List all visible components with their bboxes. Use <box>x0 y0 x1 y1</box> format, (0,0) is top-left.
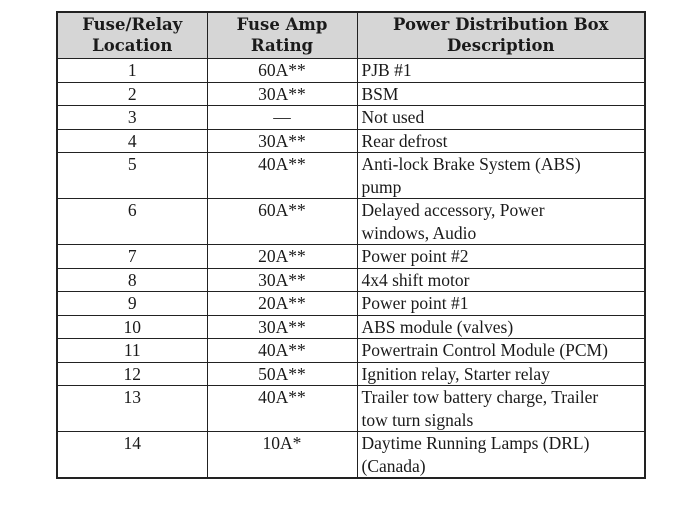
header-description <box>357 12 645 59</box>
table-row <box>57 59 645 83</box>
description-line: BSM <box>361 83 399 104</box>
location-cell: 11 <box>57 339 207 363</box>
location-cell: 10 <box>57 315 207 339</box>
table-row <box>57 106 645 130</box>
amp-cell: 20A** <box>207 292 357 316</box>
table-row <box>57 339 645 363</box>
location-cell: 3 <box>57 106 207 130</box>
location-cell: 7 <box>57 245 207 269</box>
table-row <box>57 199 645 245</box>
table-row <box>57 386 645 432</box>
description-line: windows, Audio <box>361 222 477 243</box>
description-line: Daytime Running Lamps (DRL) <box>361 433 590 453</box>
amp-cell: 30A** <box>207 315 357 339</box>
description-cell <box>357 339 645 363</box>
amp-cell: 10A* <box>207 432 357 479</box>
location-cell: 6 <box>57 199 207 245</box>
location-cell: 5 <box>57 153 207 199</box>
header-amp <box>207 12 357 59</box>
amp-cell: 40A** <box>207 339 357 363</box>
header-amp-line: Fuse Amp <box>236 15 328 34</box>
description-line: Power point #1 <box>361 293 469 313</box>
description-line: Powertrain Control Module (PCM) <box>361 340 608 360</box>
location-cell: 1 <box>57 59 207 83</box>
location-cell: 9 <box>57 292 207 316</box>
location-cell: 2 <box>57 82 207 106</box>
description-cell <box>357 292 645 316</box>
description-line: Rear defrost <box>361 130 448 151</box>
description-cell <box>357 245 645 269</box>
description-line: Not used <box>361 107 425 127</box>
table-row <box>57 315 645 339</box>
table-row <box>57 245 645 269</box>
description-cell <box>357 129 645 153</box>
location-cell: 13 <box>57 386 207 432</box>
table-row <box>57 432 645 479</box>
header-row <box>57 12 645 59</box>
amp-cell: 40A** <box>207 153 357 199</box>
amp-cell: 50A** <box>207 362 357 386</box>
description-line: Delayed accessory, Power <box>361 200 545 220</box>
amp-cell: 20A** <box>207 245 357 269</box>
description-line: Power point #2 <box>361 246 469 266</box>
fuse-table <box>56 11 646 479</box>
table-row <box>57 268 645 292</box>
description-line: Ignition relay, Starter relay <box>361 363 550 384</box>
description-cell <box>357 59 645 83</box>
description-cell <box>357 386 645 432</box>
description-line: ABS module (valves) <box>361 316 514 337</box>
table-header <box>57 12 645 59</box>
description-cell <box>357 268 645 292</box>
header-location-line: Fuse/Relay <box>82 15 183 34</box>
description-cell <box>357 82 645 106</box>
amp-cell: 30A** <box>207 129 357 153</box>
amp-cell: 60A** <box>207 59 357 83</box>
description-line: (Canada) <box>361 455 426 476</box>
description-cell <box>357 315 645 339</box>
amp-cell: 30A** <box>207 82 357 106</box>
location-cell: 14 <box>57 432 207 479</box>
description-line: Trailer tow battery charge, Trailer <box>361 387 599 407</box>
amp-cell: 30A** <box>207 268 357 292</box>
location-cell: 8 <box>57 268 207 292</box>
header-location <box>57 12 207 59</box>
description-line: pump <box>361 176 402 197</box>
location-cell: 12 <box>57 362 207 386</box>
table-row <box>57 129 645 153</box>
amp-cell: 60A** <box>207 199 357 245</box>
header-amp-line: Rating <box>250 36 314 55</box>
table-row <box>57 362 645 386</box>
description-cell <box>357 199 645 245</box>
amp-cell: 40A** <box>207 386 357 432</box>
description-cell <box>357 432 645 479</box>
header-description-line: Description <box>446 36 555 55</box>
header-location-line: Location <box>92 36 173 55</box>
description-cell <box>357 362 645 386</box>
description-line: 4x4 shift motor <box>361 269 470 290</box>
description-line: tow turn signals <box>361 409 474 430</box>
amp-cell: — <box>207 106 357 130</box>
description-cell <box>357 153 645 199</box>
table-body <box>57 59 645 479</box>
description-cell <box>357 106 645 130</box>
header-description-line: Power Distribution Box <box>392 15 609 34</box>
description-line: Anti-lock Brake System (ABS) <box>361 154 581 174</box>
location-cell: 4 <box>57 129 207 153</box>
table-row <box>57 292 645 316</box>
table-row <box>57 153 645 199</box>
table-row <box>57 82 645 106</box>
description-line: PJB #1 <box>361 60 412 80</box>
